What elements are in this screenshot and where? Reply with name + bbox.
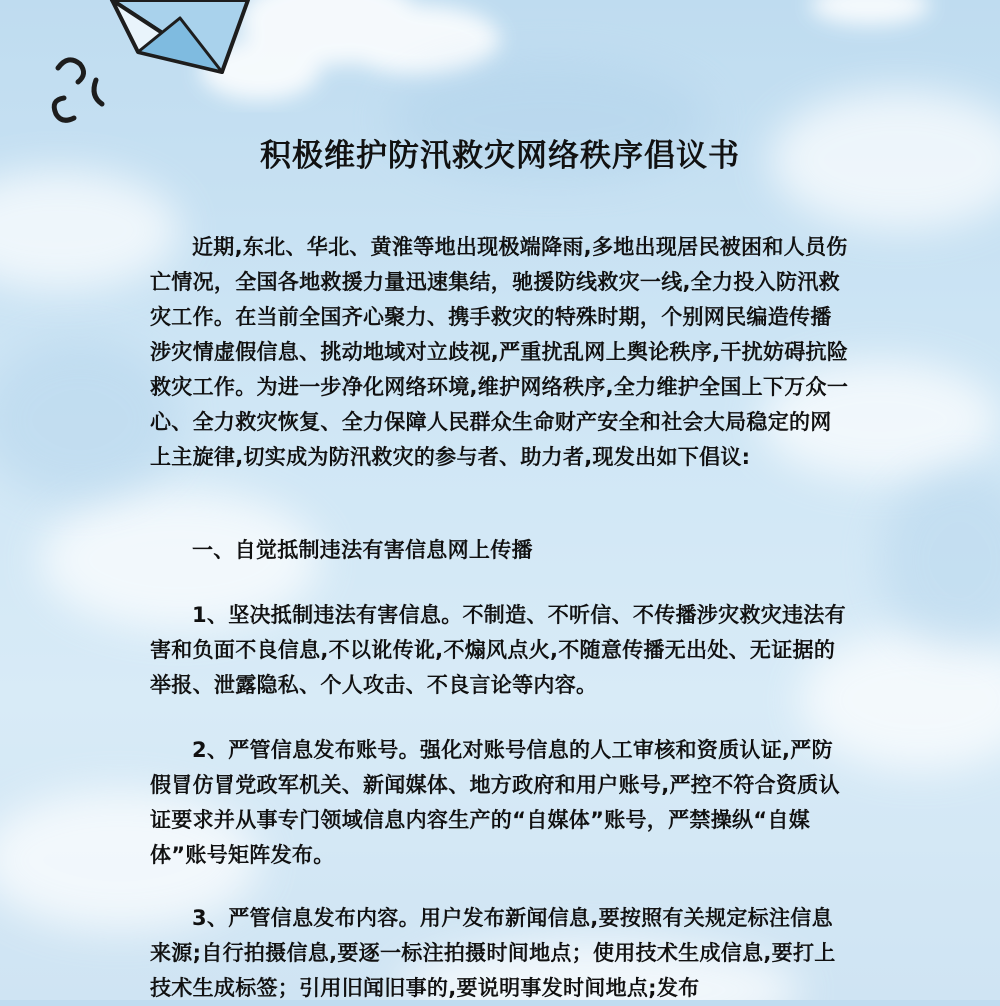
item-paragraph-1: 1、坚决抵制违法有害信息。不制造、不听信、不传播涉灾救灾违法有害和负面不良信息,不以讹传讹,不煽风点火,不随意传播无出处、无证据的举报、泄露隐私、个人攻击、不良言论等内容。: [150, 603, 846, 697]
intro-paragraph: 近期,东北、华北、黄淮等地出现极端降雨,多地出现居民被困和人员伤亡情况，全国各地救援力量迅速集结，驰援防线救灾一线,全力投入防汛救灾工作。在当前全国齐心聚力、携手救灾的特殊时期，个别网民编造传播涉灾情虚假信息、挑动地域对立歧视,严重扰乱网上舆论秩序,干扰妨碍抗险救灾工作。为进一步净化网络环境,维护网络秩序,全力维护全国上下万众一心、全力救灾恢复、全力保障人民群众生命财产安全和社会大局稳定的网上主旋律,切实成为防汛救灾的参与者、助力者,现发出如下倡议:: [150, 235, 849, 469]
item-paragraph-2: 2、严管信息发布账号。强化对账号信息的人工审核和资质认证,严防假冒仿冒党政军机关、新闻媒体、地方政府和用户账号,严控不符合资质认证要求并从事专门领域信息内容生产的“自媒体”账号，严禁操纵“自媒体”账号矩阵发布。: [150, 738, 840, 867]
item-paragraph-3: 3、严管信息发布内容。用户发布新闻信息,要按照有关规定标注信息来源;自行拍摄信息,要逐一标注拍摄时间地点；使用技术生成信息,要打上技术生成标签；引用旧闻旧事的,要说明事发时间地点;发布: [150, 906, 836, 1000]
document-title: 积极维护防汛救灾网络秩序倡议书: [260, 138, 740, 174]
section-heading-1: 一、自觉抵制违法有害信息网上传播: [192, 538, 533, 562]
